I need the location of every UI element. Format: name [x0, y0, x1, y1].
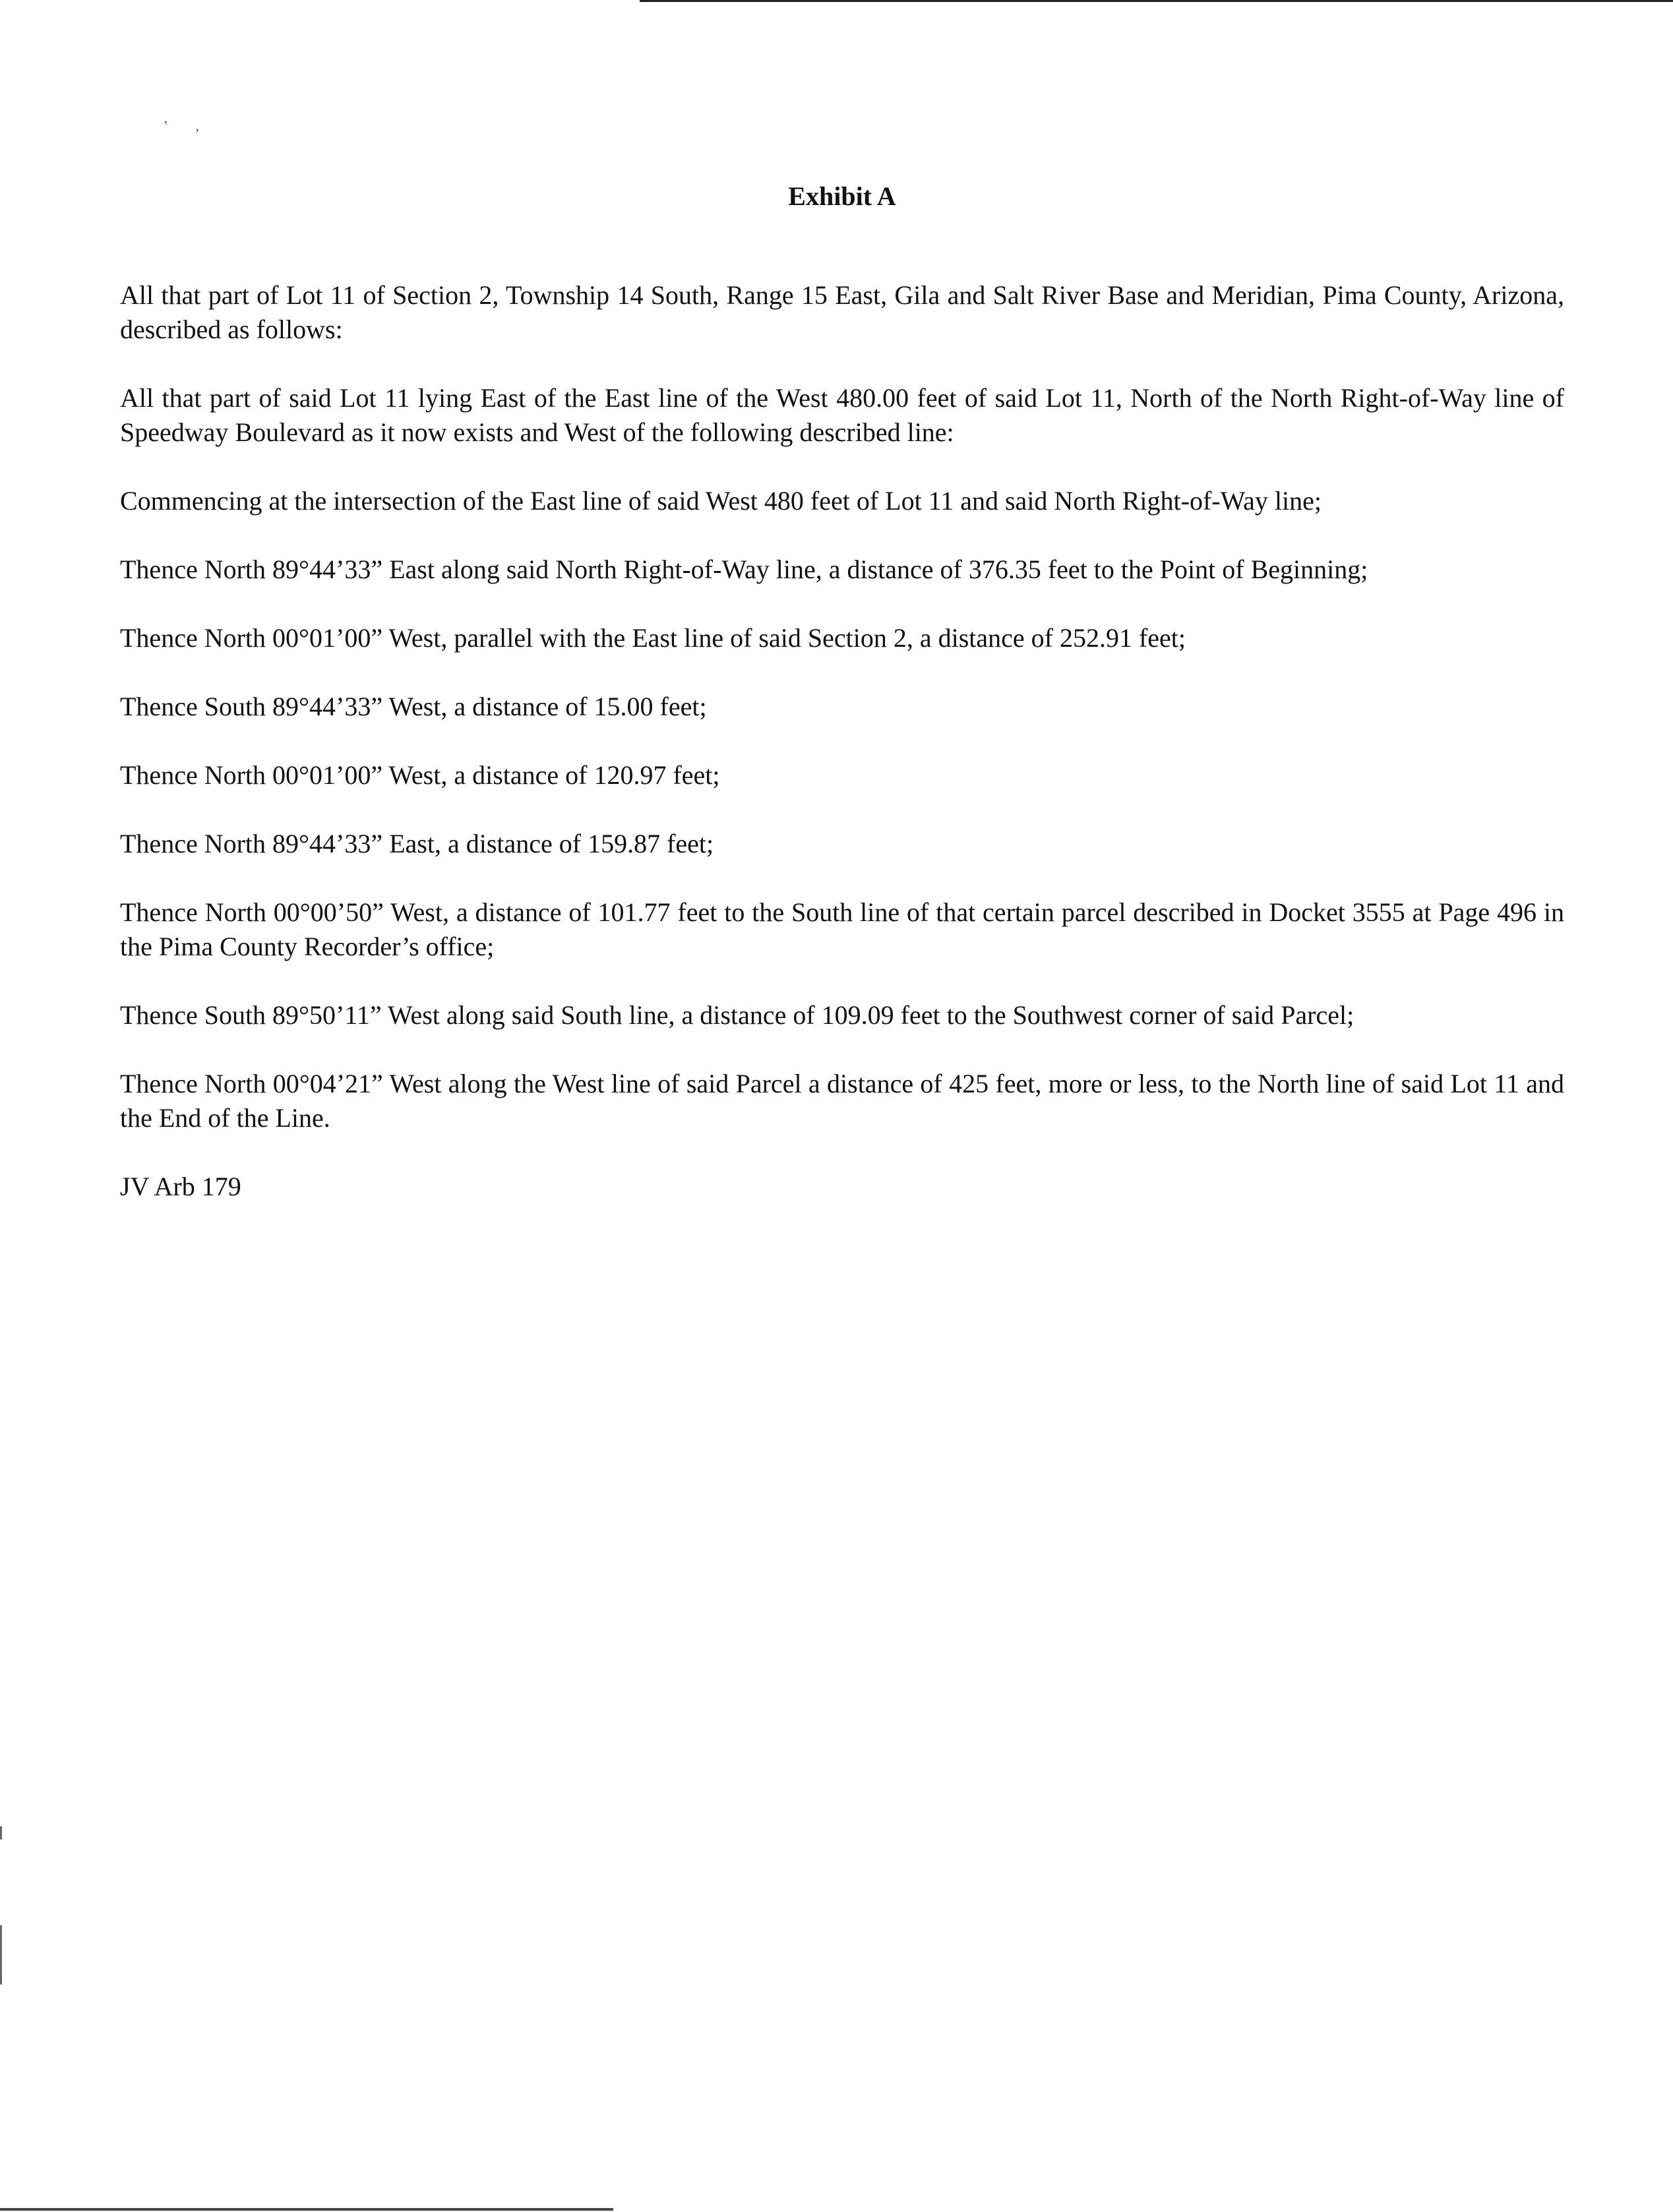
scan-edge-bottom [0, 2208, 613, 2211]
scan-edge-left [0, 1826, 2, 1839]
course-paragraph: Thence South 89°50’11” West along said South line, a distance of 109.09 feet to the Southwest corner of said Parcel; [120, 1000, 1354, 1030]
course-paragraph: Thence North 00°04’21” West along the West line of said Parcel a distance of 425 feet, more or less, to the North line of said Lot 11 and the End of the Line. [120, 1069, 1564, 1133]
document-page [120, 178, 1564, 1204]
intro-paragraph: All that part of Lot 11 of Section 2, Township 14 South, Range 15 East, Gila and Salt River Base and Meridian, Pima County, Arizona, described as follows: [120, 280, 1564, 344]
scan-edge-top [640, 0, 1673, 2]
reference-code: JV Arb 179 [120, 1172, 241, 1201]
course-paragraph: Thence South 89°44’33” West, a distance of 15.00 feet; [120, 692, 707, 721]
scan-edge-left [0, 1925, 2, 1985]
course-paragraph: Thence North 89°44’33” East, a distance of 159.87 feet; [120, 829, 714, 858]
course-paragraph: Thence North 00°00’50” West, a distance of 101.77 feet to the South line of that certain parcel described in Docket 3555 at Page 496 in the Pima County Recorder’s office; [120, 897, 1564, 961]
course-paragraph: Thence North 00°01’00” West, parallel with the East line of said Section 2, a distance of 252.91 feet; [120, 623, 1186, 653]
course-paragraph: Thence North 89°44’33” East along said North Right-of-Way line, a distance of 376.35 feet to the Point of Beginning; [120, 554, 1368, 584]
scan-specks: ‛‚ [164, 117, 226, 134]
document-title: Exhibit A [788, 181, 896, 211]
course-paragraph: Thence North 00°01’00” West, a distance of 120.97 feet; [120, 760, 720, 790]
commencing-paragraph: Commencing at the intersection of the East line of said West 480 feet of Lot 11 and said North Right-of-Way line; [120, 486, 1322, 516]
parcel-paragraph: All that part of said Lot 11 lying East of the East line of the West 480.00 feet of said Lot 11, North of the North Right-of-Way line of Speedway Boulevard as it now exists and West of the following described line: [120, 383, 1564, 447]
